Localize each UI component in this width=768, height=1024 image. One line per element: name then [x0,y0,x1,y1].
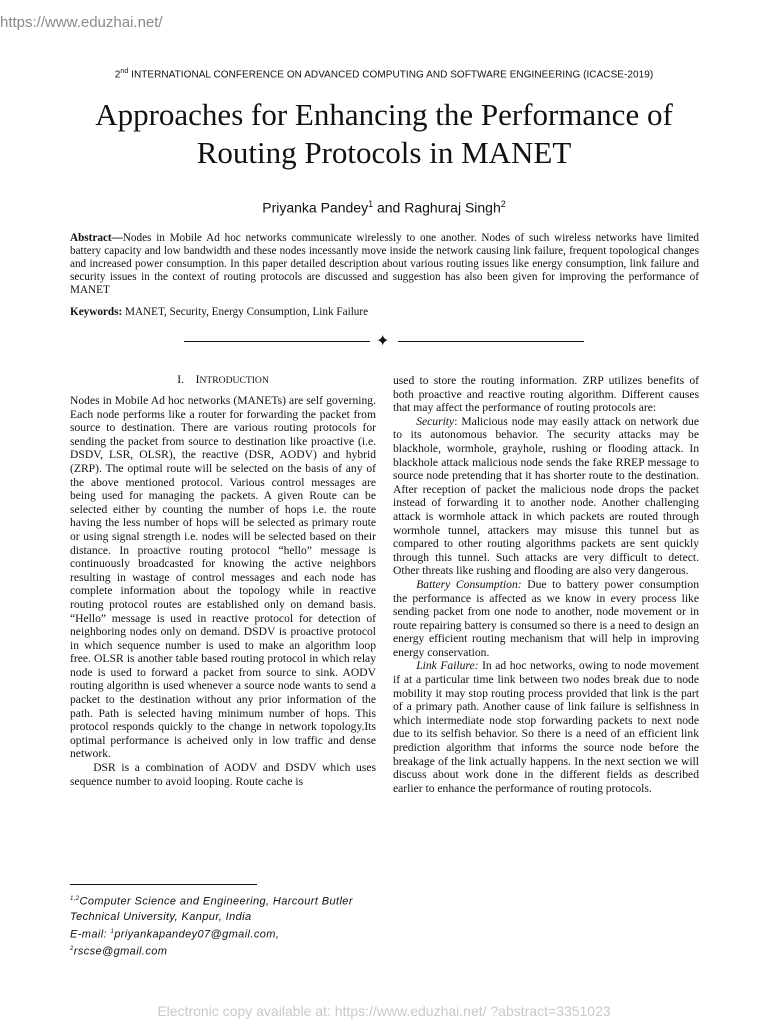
security-paragraph [393,415,699,578]
title-line-2: Routing Protocols in MANET [196,135,572,170]
keywords-label: Keywords: [70,306,123,318]
author-2: Raghuraj Singh [404,199,501,216]
intro-paragraph-2: DSR is a combination of AODV and DSDV which uses sequence number to avoid looping. Route cache is [70,761,376,788]
email-1[interactable]: priyankapandey07@gmail.com, [114,928,280,941]
section-title-initial: I [195,373,200,386]
security-text: : Malicious node may easily attack on network due to its autonomous behavior. The security attacks may be blackhole, wormhole, grayhole, rushing or flooding attack. In blackhole attack malicious node sends the fake RREP message to source node pretending that it has shorter route to the destination. After reception of packet the malicious node drops the packet instead of forwarding it to another node. Another challenging attack is wormhole attack in which packets are routed through wormhole tunnel, attackers may misuse this tunnel but as compared to other routing algorithms packets are sent quickly through this tunnel. Such attacks are very difficult to detect. Other threats like rushing and flooding are also very dangerous. [393,414,699,578]
email-2[interactable]: rscse@gmail.com [73,945,168,958]
section-title-rest: NTRODUCTION [199,375,269,386]
footnote-line-3 [70,925,353,943]
section-heading-introduction [70,373,376,386]
email-label: E-mail: [70,928,111,941]
abstract-text: Nodes in Mobile Ad hoc networks communicate wirelessly to one another. Nodes of such wireless networks have limited battery capacity and low bandwidth and these nodes incessantly move inside the network causing link failure, frequent topological changes and increased power consumption. In this paper detailed description about various routing issues like energy consumption, link failure and security issues in the context of routing protocols are discussed and suggestion has also been given for improving the performance of MANET [70,232,699,296]
title-line-1: Approaches for Enhancing the Performance of [95,97,673,132]
keywords [70,306,699,318]
paper-title [40,96,728,172]
divider-ornament-icon: ✦ [376,331,390,350]
author-line [0,199,768,216]
intro-paragraph-1: Nodes in Mobile Ad hoc networks (MANETs) are self governing. Each node performs like a router for forwarding the packet from source to destination. There are various routing protocols for sending the packet from source to destination like proactive (i.e. DSDV, LSR, OLSR), the reactive (DSR, AODV) and hybrid (ZRP). The optimal route will be selected on the basis of any of the above mentioned protocol. Various control messages are being used for managing the packets. A given Route can be selected either by counting the number of hops i.e. the route having the less number of hops will be selected as primary route or using signal strength i.e. nodes will be selected based on their distance. In proactive routing protocol “hello” message is continuously broadcasted for knowing the active neighbors resulting in wastage of control messages and each node has complete information about the topology while in reactive routing protocol routes are established only on demand basis. “Hello” message is used in reactive protocol for detection of neighboring nodes only on demand. DSDV is proactive protocol in which sequence number is used to make an algorithm loop free. OLSR is another table based routing protocol in which relay node is used to forward a packet from source to sink. AODV routing algorithn is used whenever a source node wants to send a packet to the destination without any prior information of the path. Path is selected having minimum number of hops. This protocol responds quickly to the change in network topology.Its optimal performance is acheived only in low traffic and dense network. [70,394,376,761]
conference-ordinal: nd [120,68,129,75]
battery-text: Due to battery power consumption the performance is affected as we know in every process like sending packet from one node to another, node movement or in route repairing battery is consumed so there is a need to design an energy efficient routing mechanism that will help in improving energy conservation. [393,577,700,659]
link-failure-text: In ad hoc networks, owing to node movement if at a particular time link between two nodes break due to node mobility it may stop routing process provided that link is the part of a primary path. Another cause of link failure is selfishness in which intermediate node stop forwarding packets to next node due to its selfish behavior. So there is a need of an efficient link prediction algorithm that informs the source node before the breakage of the link actually happens. In the next section we will discuss about work done in the different fields as described earlier to enhance the performance of routing protocols. [393,659,699,795]
footnote-line-1 [70,892,353,910]
right-column [393,374,699,795]
author-1: Priyanka Pandey [262,199,369,216]
watermark-url[interactable]: https://www.eduzhai.net/ [0,14,163,31]
affiliation-department: Computer Science and Engineering, Harcourt Butler [79,895,353,908]
left-column [70,394,376,788]
link-failure-label: Link Failure: [416,659,479,673]
email-2-marker: 2 [70,946,74,953]
security-label: Security [416,414,455,428]
author-2-affiliation: 2 [500,199,506,209]
divider-rule-left [184,341,370,342]
footnote-marker: 1,2 [70,896,80,902]
keywords-text: MANET, Security, Energy Consumption, Link Failure [122,306,369,318]
footnote-rule [70,884,257,885]
divider-rule-right [398,341,584,342]
conference-header [0,68,768,80]
intro-paragraph-continued: used to store the routing information. ZRP utilizes benefits of both proactive and reactive routing algorithm. Different causes that may affect the performance of routing protocols are: [393,374,699,415]
abstract-label: Abstract— [70,232,123,244]
battery-paragraph [393,578,699,660]
author-1-affiliation: 1 [368,199,374,209]
affiliation-footnote [70,892,353,960]
conference-name: INTERNATIONAL CONFERENCE ON ADVANCED COMPUTING AND SOFTWARE ENGINEERING (ICACSE-2019) [128,69,654,81]
footnote-line-4 [70,942,353,960]
link-failure-paragraph [393,659,699,795]
battery-label: Battery Consumption: [416,577,522,591]
abstract [70,232,699,297]
footer-watermark[interactable]: Electronic copy available at: https://www.eduzhai.net/ ?abstract=3351023 [157,1003,611,1019]
email-1-marker: 1 [110,928,115,935]
author-conjunction: and [373,199,405,216]
footnote-line-2: Technical University, Kanpur, India [70,910,252,923]
section-number: I. [177,373,184,386]
conference-number: 2 [114,69,121,81]
